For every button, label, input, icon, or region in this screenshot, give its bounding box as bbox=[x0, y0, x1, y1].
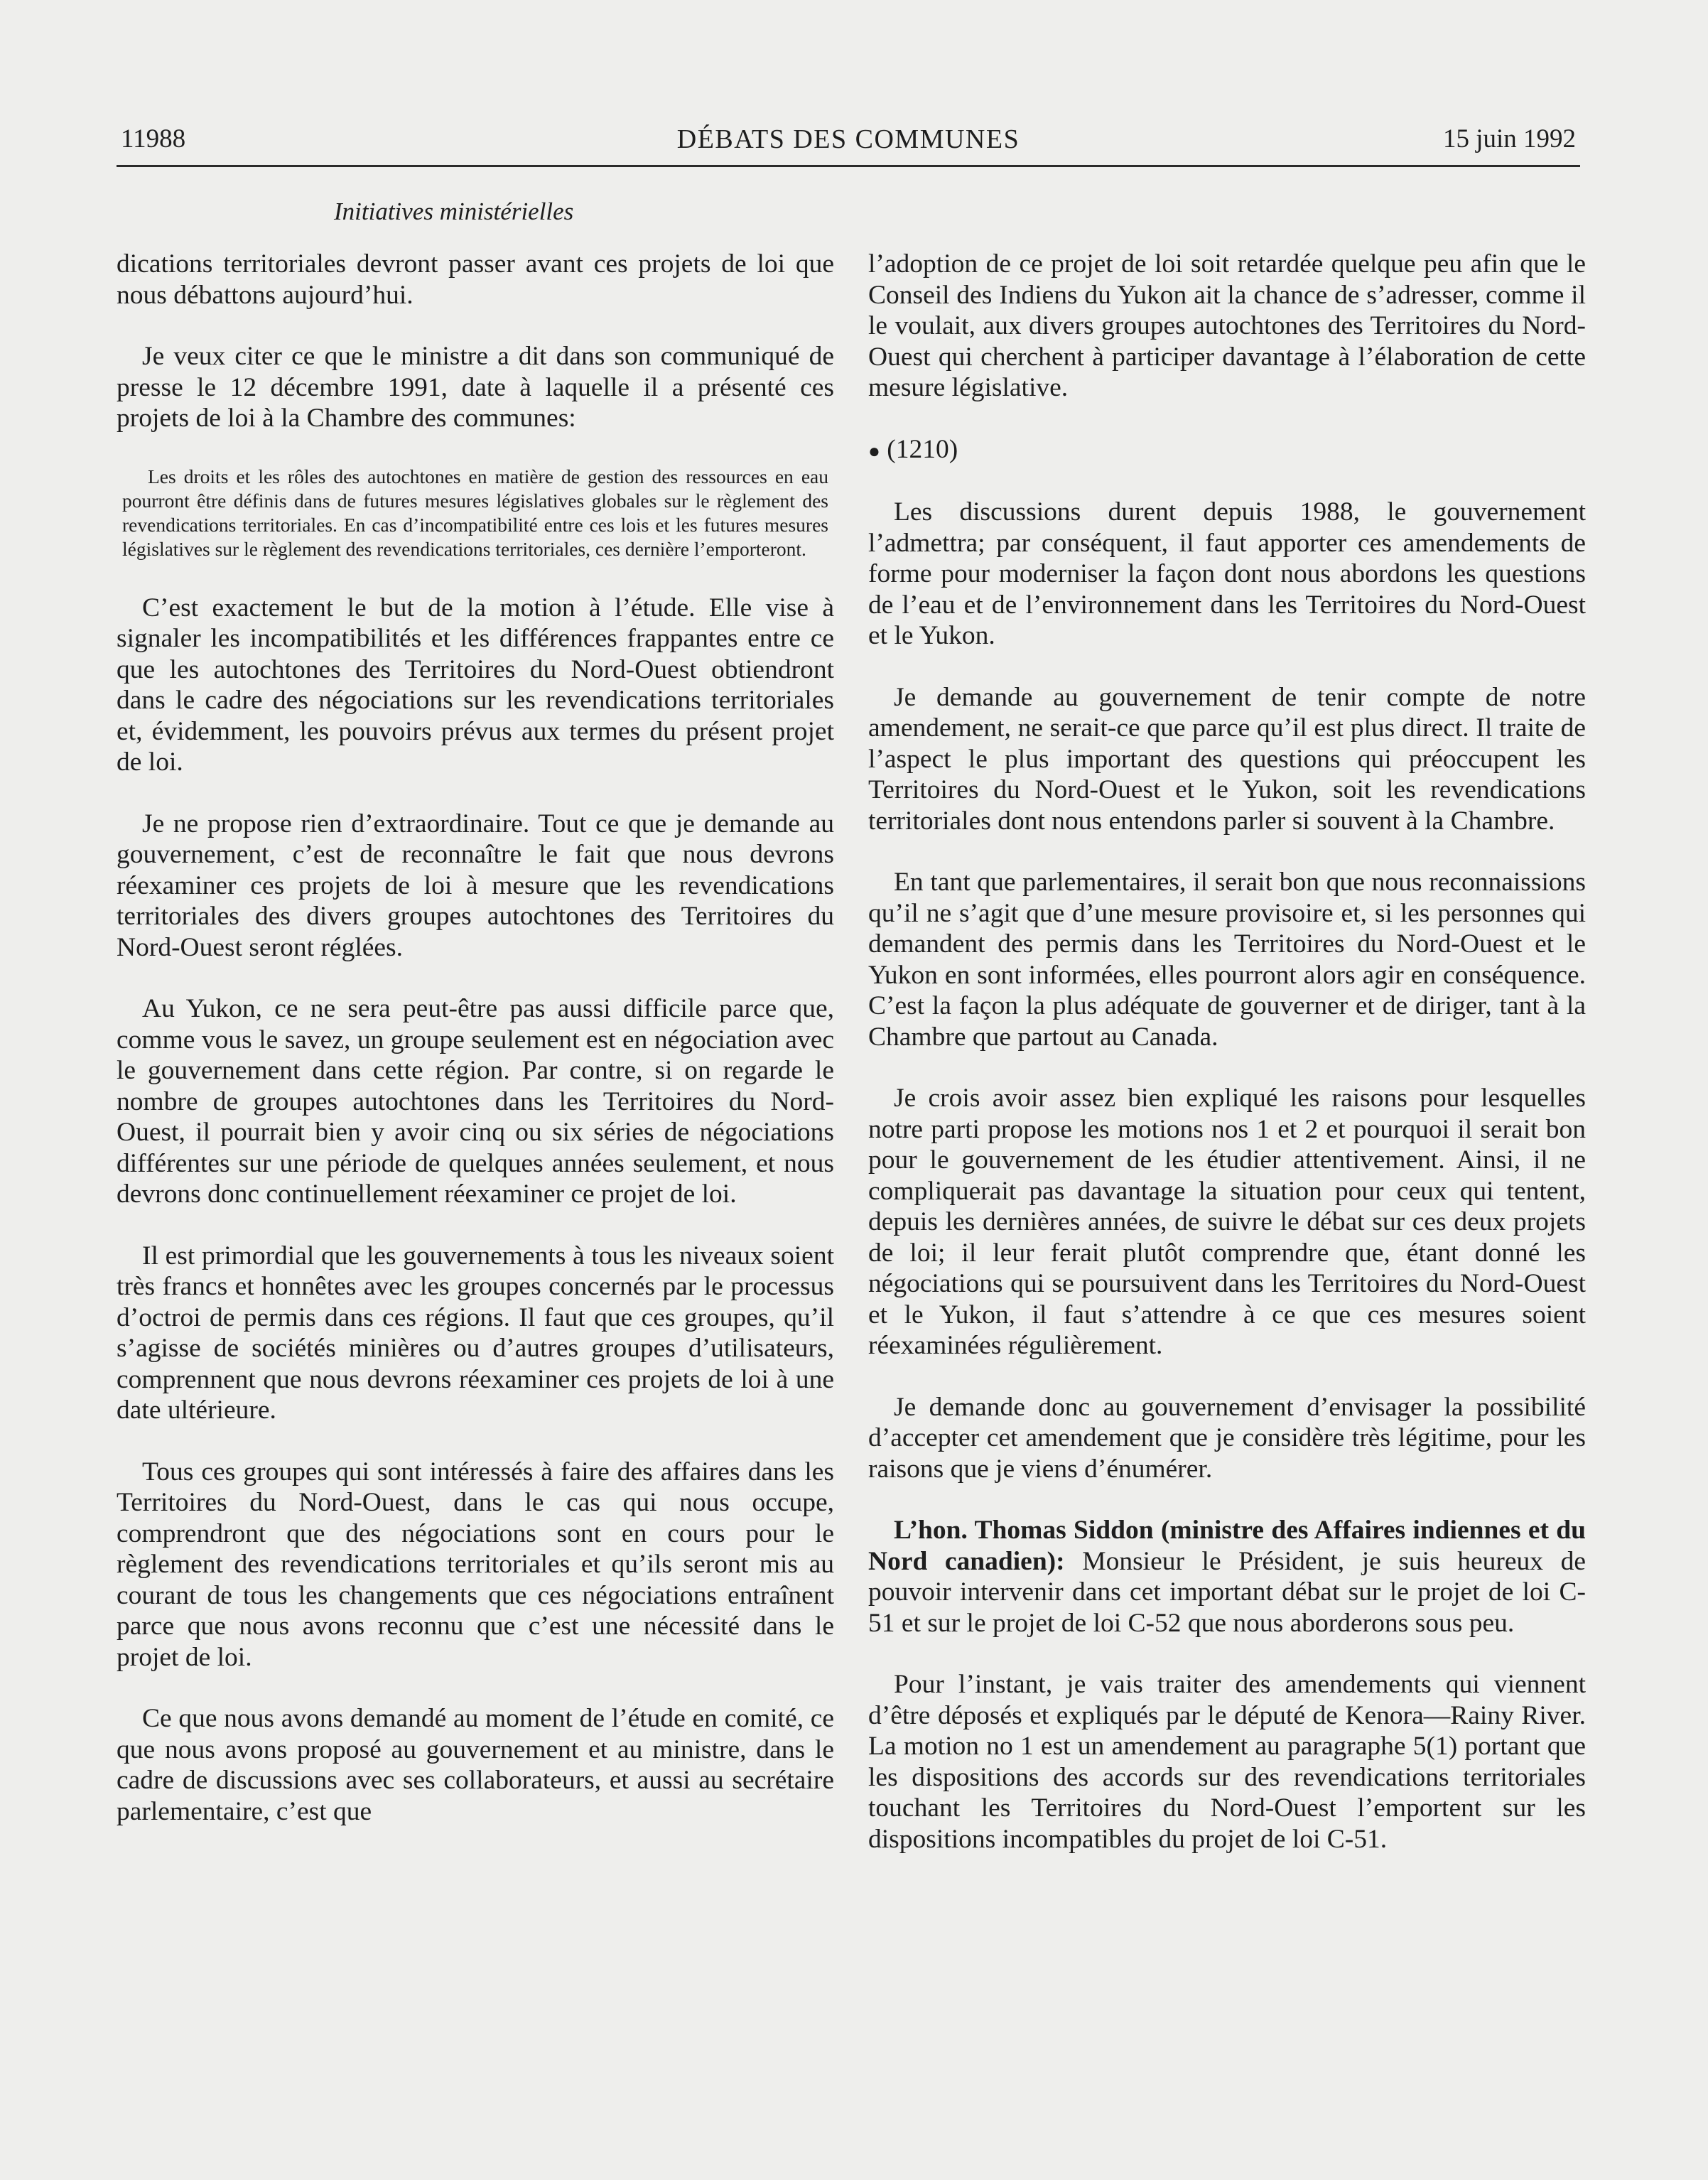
paragraph: Au Yukon, ce ne sera peut-être pas aussi difficile parce que, comme vous le savez, un groupe seulement est en négociation avec le gouvernement dans cette région. Par contre, si on regarde le nombre de groupes autochtones dans les Territoires du Nord-Ouest, il pourrait bien y avoir cinq ou six séries de négociations différentes sur une période de quelques années seulement, et nous devrons donc continuellement réexaminer ce projet de loi. bbox=[117, 994, 834, 1209]
time-marker bbox=[868, 434, 1586, 468]
page-header bbox=[117, 122, 1580, 167]
paragraph: Je demande au gouvernement de tenir compte de notre amendement, ne serait-ce que parce qu’il est plus direct. Il traite de l’aspect le plus important des questions qui préoccupent les Territoires du Nord-Ouest et le Yukon, soit les revendications territoriales dont nous entendons parler si souvent à la Chambre. bbox=[868, 682, 1586, 836]
paragraph: Ce que nous avons demandé au moment de l’étude en comité, ce que nous avons proposé au gouvernement et au ministre, dans le cadre de discussions avec ses collaborateurs, et aussi au secrétaire parlementaire, c’est que bbox=[117, 1704, 834, 1826]
paragraph: Il est primordial que les gouvernements à tous les niveaux soient très francs et honnêtes avec les groupes concernés par le processus d’octroi de permis dans ces régions. Il faut que ces groupes, qu’il s’agisse de sociétés minières ou d’autres groupes d’utilisateurs, comprennent que nous devrons réexaminer ces projets de loi à une date ultérieure. bbox=[117, 1241, 834, 1425]
speaker-paragraph bbox=[868, 1515, 1586, 1639]
paragraph: Tous ces groupes qui sont intéressés à faire des affaires dans les Territoires du Nord-Ouest, dans le cas qui nous occupe, comprendront que des négociations sont en cours pour le règlement des revendications territoriales et qu’ils seront mis au courant de tous les changements que ces négociations entraînent parce que nous avons reconnu que c’est une nécessité dans le projet de loi. bbox=[117, 1457, 834, 1672]
right-column bbox=[868, 249, 1586, 1885]
page-number: 11988 bbox=[121, 124, 186, 153]
paragraph: dications territoriales devront passer avant ces projets de loi que nous débattons aujourd’hui. bbox=[117, 249, 834, 310]
block-quote: Les droits et les rôles des autochtones en matière de gestion des ressources en eau pourront être définis dans de futures mesures législatives globales sur le règlement des revendications territoriales. En cas d’incompatibilité entre ces lois et les futures mesures législatives sur le règlement des revendications territoriales, ces dernière l’emporteront. bbox=[122, 465, 828, 560]
paragraph: En tant que parlementaires, il serait bon que nous reconnaissions qu’il ne s’agit que d’une mesure provisoire et, si les personnes qui demandent des permis dans les Territoires du Nord-Ouest et le Yukon en sont informées, elles pourront alors agir en conséquence. C’est la façon la plus adéquate de gouverner et de diriger, tant à la Chambre que partout au Canada. bbox=[868, 868, 1586, 1052]
paragraph: Je crois avoir assez bien expliqué les raisons pour lesquelles notre parti propose les motions nos 1 et 2 et pourquoi il serait bon pour le gouvernement de les étudier attentivement. Ainsi, il ne compliquerait pas davantage la situation pour ceux qui tentent, depuis les dernières années, de suivre le débat sur ces deux projets de loi; il leur ferait plutôt comprendre que, étant donné les négociations qui se poursuivent dans les Territoires du Nord-Ouest et le Yukon, il faut s’attendre à ce que ces mesures soient réexaminées régulièrement. bbox=[868, 1084, 1586, 1360]
publication-date: 15 juin 1992 bbox=[1442, 124, 1576, 153]
paragraph: C’est exactement le but de la motion à l’étude. Elle vise à signaler les incompatibilités et les différences frappantes entre ce que les autochtones des Territoires du Nord-Ouest obtiendront dans le cadre des négociations sur les revendications territoriales et, évidemment, les pouvoirs prévus aux termes du présent projet de loi. bbox=[117, 593, 834, 777]
publication-title: DÉBATS DES COMMUNES bbox=[676, 124, 1020, 154]
section-title: Initiatives ministérielles bbox=[334, 198, 574, 225]
bullet-icon: ● bbox=[868, 440, 880, 463]
paragraph: Pour l’instant, je vais traiter des amendements qui viennent d’être déposés et expliqués par le député de Kenora—Rainy River. La motion no 1 est un amendement au paragraphe 5(1) portant que les dispositions des accords sur des revendications territoriales touchant les Territoires du Nord-Ouest l’emportent sur les dispositions incompatibles du projet de loi C-51. bbox=[868, 1670, 1586, 1854]
paragraph: l’adoption de ce projet de loi soit retardée quelque peu afin que le Conseil des Indiens du Yukon ait la chance de s’adresser, comme il le voulait, aux divers groupes autochtones des Territoires du Nord-Ouest qui cherchent à participer davantage à l’élaboration de cette mesure législative. bbox=[868, 249, 1586, 402]
paragraph: Je ne propose rien d’extraordinaire. Tout ce que je demande au gouvernement, c’est de reconnaître le fait que nous devrons réexaminer ces projets de loi à mesure que les revendications territoriales des divers groupes autochtones des Territoires du Nord-Ouest seront réglées. bbox=[117, 809, 834, 962]
paragraph: Les discussions durent depuis 1988, le gouvernement l’admettra; par conséquent, il faut apporter ces amendements de forme pour moderniser la façon dont nous abordons les questions de l’eau et de l’environnement dans les Territoires du Nord-Ouest et le Yukon. bbox=[868, 497, 1586, 650]
left-column bbox=[117, 249, 834, 1857]
speech-text: Monsieur le Président, je suis heureux de pouvoir intervenir dans cet important débat sur le projet de loi C-51 et sur le projet de loi C-52 que nous aborderons sous peu. bbox=[868, 1546, 1586, 1638]
paragraph: Je veux citer ce que le ministre a dit dans son communiqué de presse le 12 décembre 1991, date à laquelle il a présenté ces projets de loi à la Chambre des communes: bbox=[117, 342, 834, 433]
paragraph: Je demande donc au gouvernement d’envisager la possibilité d’accepter cet amendement que je considère très légitime, pour les raisons que je viens d’énumérer. bbox=[868, 1392, 1586, 1484]
time-marker-text: (1210) bbox=[887, 434, 958, 464]
speaker-name: L’hon. Thomas Siddon (ministre des Affaires indiennes et du Nord canadien): bbox=[868, 1516, 1586, 1576]
